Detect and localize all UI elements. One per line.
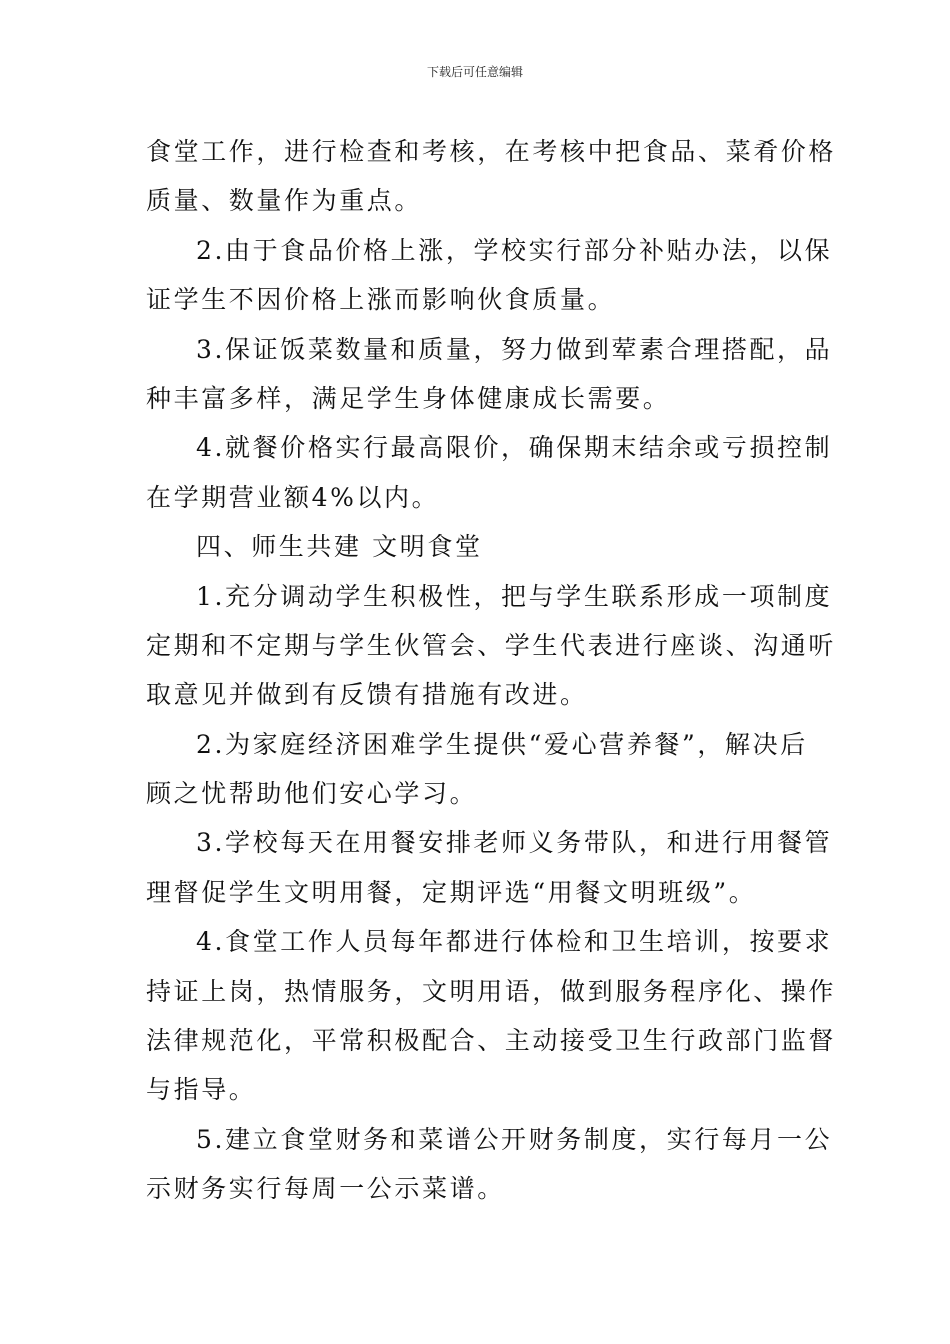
body-line: 3.学校每天在用餐安排老师义务带队，和进行用餐管: [196, 828, 833, 858]
body-line: 与指导。: [146, 1075, 257, 1105]
body-line: 示财务实行每周一公示菜谱。: [146, 1174, 505, 1204]
body-line: 证学生不因价格上涨而影响伙食质量。: [146, 285, 616, 315]
body-line: 理督促学生文明用餐，定期评选“用餐文明班级”。: [146, 877, 757, 907]
body-line: 定期和不定期与学生伙管会、学生代表进行座谈、沟通听: [146, 630, 837, 660]
page-header-note: 下载后可任意编辑: [426, 65, 523, 79]
body-line: 4.食堂工作人员每年都进行体检和卫生培训，按要求: [196, 927, 833, 957]
body-line: 种丰富多样，满足学生身体健康成长需要。: [146, 383, 671, 413]
body-line: 质量、数量作为重点。: [146, 186, 423, 216]
body-line: 食堂工作，进行检查和考核，在考核中把食品、菜肴价格: [146, 137, 837, 166]
body-line: 顾之忧帮助他们安心学习。: [146, 779, 478, 809]
body-line: 四、师生共建 文明食堂: [196, 532, 483, 562]
body-line: 法律规范化，平常积极配合、主动接受卫生行政部门监督: [146, 1026, 837, 1056]
body-line: 取意见并做到有反馈有措施有改进。: [146, 680, 588, 710]
document-body: [146, 127, 837, 1214]
body-line: 1.充分调动学生积极性，把与学生联系形成一项制度: [196, 581, 833, 611]
body-line: 3.保证饭菜数量和质量，努力做到荤素合理搭配，品: [196, 334, 833, 364]
body-line: 持证上岗，热情服务，文明用语，做到服务程序化、操作: [146, 976, 837, 1006]
body-line: 2.为家庭经济困难学生提供“爱心营养餐”，解决后: [196, 729, 808, 759]
body-line: 2.由于食品价格上涨，学校实行部分补贴办法，以保: [196, 235, 833, 265]
body-line: 4.就餐价格实行最高限价，确保期末结余或亏损控制: [196, 433, 833, 463]
body-line: 在学期营业额4%以内。: [146, 482, 440, 512]
body-line: 5.建立食堂财务和菜谱公开财务制度，实行每月一公: [196, 1124, 833, 1154]
